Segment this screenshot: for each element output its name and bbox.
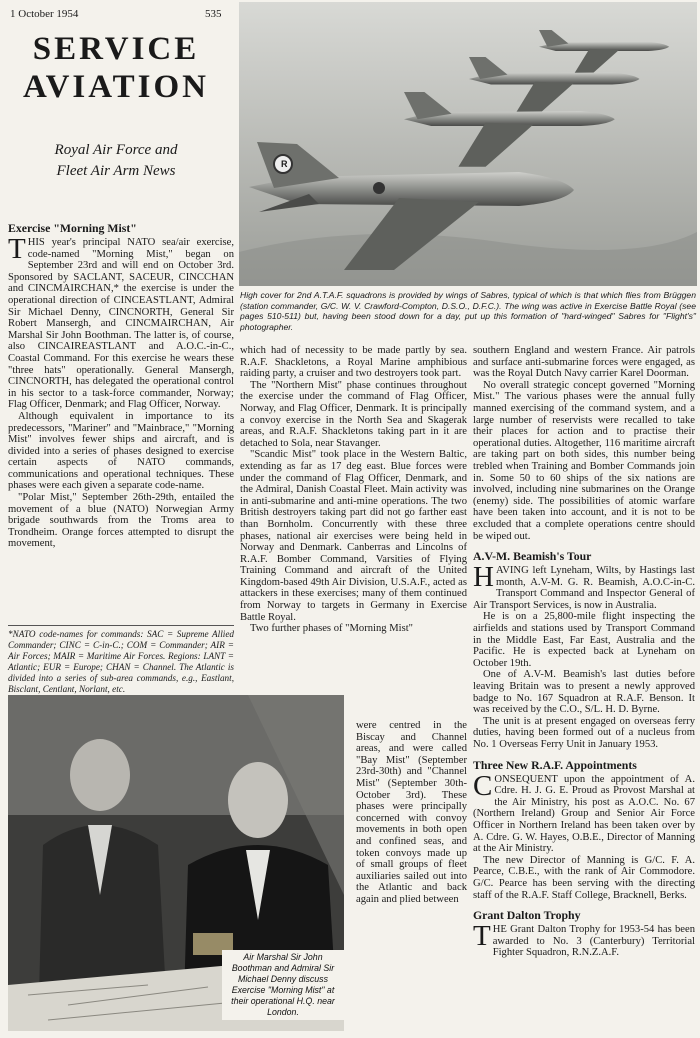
paragraph [473,920,695,959]
paragraph: Two further phases of "Morning Mist" [250,623,413,635]
drop-cap: T [8,233,26,265]
paragraph-text: ONSEQUENT upon the appointment of A. Cdre. H. J. G. E. Proud as Provost Marshal at the Air Ministry, his post as A.O.C. No. 67 (Northern Ireland) Group and Senior Air Force Officer in Northern Ireland has been taken over by A. Cdre. G. W. Hayes, O.B.E., Director of Manning at the Air Ministry. [473,773,695,855]
sabre-formation-photo [239,2,697,286]
issue-date: 1 October 1954 [10,8,79,20]
paragraph-text: HIS year's principal NATO sea/air exercise, code-named "Morning Mist," began on September 23rd and will end on October 3rd. Sponsored by SACLANT, SACEUR, CINCCHAN and CINCMAIRCHAN,* the exercise is under the operational direction of CINCEASTLANT, Admiral Sir Michael Denny, CINCNORTH, General Sir Robert Mansergh, and CINCMAIRCHAN, Air Marshal Sir John Boothman. The latter is, of course, also CINCAIREASTLANT and A.O.C.-in-C., Coastal Command. For this exercise he wears these "three hats" operationally. General Mansergh, CINCNORTH, has delegated the operational control in his sector to a task-force commander, Norway; Flag Officer, Denmark; and Flag Officer, Norway. [8,237,234,411]
sabre-jets-illustration [239,2,697,286]
paragraph: He is on a 25,800-mile flight inspecting the airfields and stations used by Transport Command in the Middle East, Far East, Australia and the Pacific. He is expected back at Lyneham on October 19th. [473,611,695,669]
masthead-line-1: SERVICE [32,31,200,67]
nato-codenames-footnote: *NATO code-names for commands: SAC = Supreme Allied Commander; CINC = C-in-C.; COM = Commander; AIR = Air Forces; MAIR = Maritime Air Forces. Regions: LANT = Atlantic; EUR = Europe; CHAN = Channel. The Atlantic is divided into a series of sub-area commands, e.g., Eastlant, Bisclant, Centlant, Norlant, etc. [8,625,234,695]
drop-cap: H [473,561,494,594]
paragraph: "Scandic Mist" took place in the Western Baltic, extending as far as 17 deg east. Blue forces were under the command of Flag Officer, Denmark, and the Admiral, Danish Coastal Fleet. Main activity was in anti-submarine and anti-mine operations. The two British destroyers taking part did not go farther east than Bornholm. Concurrently with these three phases, national air exercises were being held in Norway and Denmark. Canberras and Lincolns of R.A.F. Bomber Command, Varsities of Flying Training Command and aircraft of the United Kingdom-based 49th Air Division, U.S.A.F., acted as attackers in these exercises; many of them continued from Norway to targets in Germany in Exercise Battle Royal. [240,449,467,623]
drop-cap: T [473,920,491,953]
page-number: 535 [205,8,222,20]
article-morning-mist-col1 [8,221,234,550]
tail-marking-label: R [281,159,288,169]
paragraph: Although equivalent in importance to its predecessors, "Mariner" and "Mainbrace," "Morning Mist" involves fewer ships and aircraft, and is divided into a series of phases designed to exercise certain aspects of NATO commands, communications and operational techniques. These phases were each given a separate code-name. [8,410,234,492]
paragraph [473,561,695,611]
paragraph: southern England and western France. Air patrols and surface anti-submarine forces were engaged, as was the Royal Dutch Navy carrier Karel Doorman. [473,345,695,380]
section-subtitle [0,140,232,182]
paragraph: were centred in the Biscay and Channel areas, and were called "Bay Mist" (September 23rd-30th) and "Channel Mist" (September 30th-October 3rd). These phases were principally concerned with convoy movements in both open and confined seas, and token convoys made up of small groups of fleet auxiliaries sailed out into the Atlantic and back again and plied between [356,720,467,905]
article-heading-appointments: Three New R.A.F. Appointments [473,757,637,772]
drop-cap: C [473,769,493,802]
sabre-photo-caption: High cover for 2nd A.T.A.F. squadrons is provided by wings of Sabres, typical of which is that which flies from Brüggen (station commander, G/C. W. V. Crawford-Compton, D.S.O., D.F.C.). The wing was active in Exercise Battle Royal (see pages 510-511) but, having been stood down for a day, put up this formation of "hard-winged" Sabres for "Flight's" photographer. [240,290,696,332]
masthead [0,30,232,106]
paragraph-text: AVING left Lyneham, Wilts, by Hastings last month, A.V-M. G. R. Beamish, A.O.C-in-C. Transport Command and Inspector General of Air Transport Services, is now in Australia. [473,565,695,611]
article-heading-beamish: A.V-M. Beamish's Tour [473,549,592,564]
masthead-line-2: AVIATION [23,69,209,105]
paragraph: The new Director of Manning is G/C. F. A. Pearce, C.B.E., with the rank of Air Commodore. G/C. Pearce has been serving with the directing staff of the R.A.F. Staff College, Bracknell, Berks. [473,854,695,901]
paragraph: The "Northern Mist" phase continues throughout the exercise under the command of Flag Officer, Norway, and Flag Officer, Denmark. It is principally a convoy exercise in the North Sea and Skagerak areas, and R.A.F. Shackletons taking part in it are detached to Sola, near Stavanger. [240,379,467,449]
article-morning-mist-col2b [356,720,467,906]
paragraph-text: HE Grant Dalton Trophy for 1953-54 has been awarded to No. 3 (Canterbury) Territorial Fighter Squadron, R.N.Z.A.F. [492,924,695,959]
article-heading-morning-mist: Exercise "Morning Mist" [8,221,137,235]
paragraph [473,769,695,855]
paragraph: which had of necessity to be made partly by sea. R.A.F. Shackletons, a Royal Marine amphibious raiding party, a cruiser and two destroyers took part. [240,345,467,380]
subtitle-line-1: Royal Air Force and [54,142,178,158]
paragraph: One of A.V-M. Beamish's last duties before leaving Britain was to present a newly approved badge to No. 167 Squadron at R.A.F. Benson. It was received by the C.O., S/L. H. D. Byrne. [473,669,695,716]
subtitle-line-2: Fleet Air Arm News [56,163,176,179]
officers-photo-caption: Air Marshal Sir John Boothman and Admiral Sir Michael Denny discuss Exercise "Morning Mist" at their operational H.Q. near London. [222,950,344,1020]
paragraph: "Polar Mist," September 26th-29th, entailed the movement of a blue (NATO) Norwegian Army brigade southwards from the Troms area to Trondheim. Orange forces attempted to disrupt the movement, [8,492,234,550]
paragraph [8,233,234,411]
paragraph: The unit is at present engaged on overseas ferry duties, having been formed out of a nucleus from No. 1 Overseas Ferry Unit in January 1953. [473,715,695,750]
article-morning-mist-col2 [240,345,467,635]
article-column-3 [473,345,695,959]
article-heading-trophy: Grant Dalton Trophy [473,908,581,923]
paragraph: No overall strategic concept governed "Morning Mist." The various phases were the annual fully manned exercising of the command system, and a large number of reservists were recalled to take their places for action and to practise their operational duties. Altogether, 116 maritime aircraft are taking part on both sides, this number being trebled when Training and Bomber Commands join in. Some 50 to 60 ships of the six nations are involved, including nine submarines on the Orange (enemy) side. The possibilities of atomic warfare have been taken into account, and it is not to be excluded that a complete operations centre should be wiped out. [473,379,695,542]
